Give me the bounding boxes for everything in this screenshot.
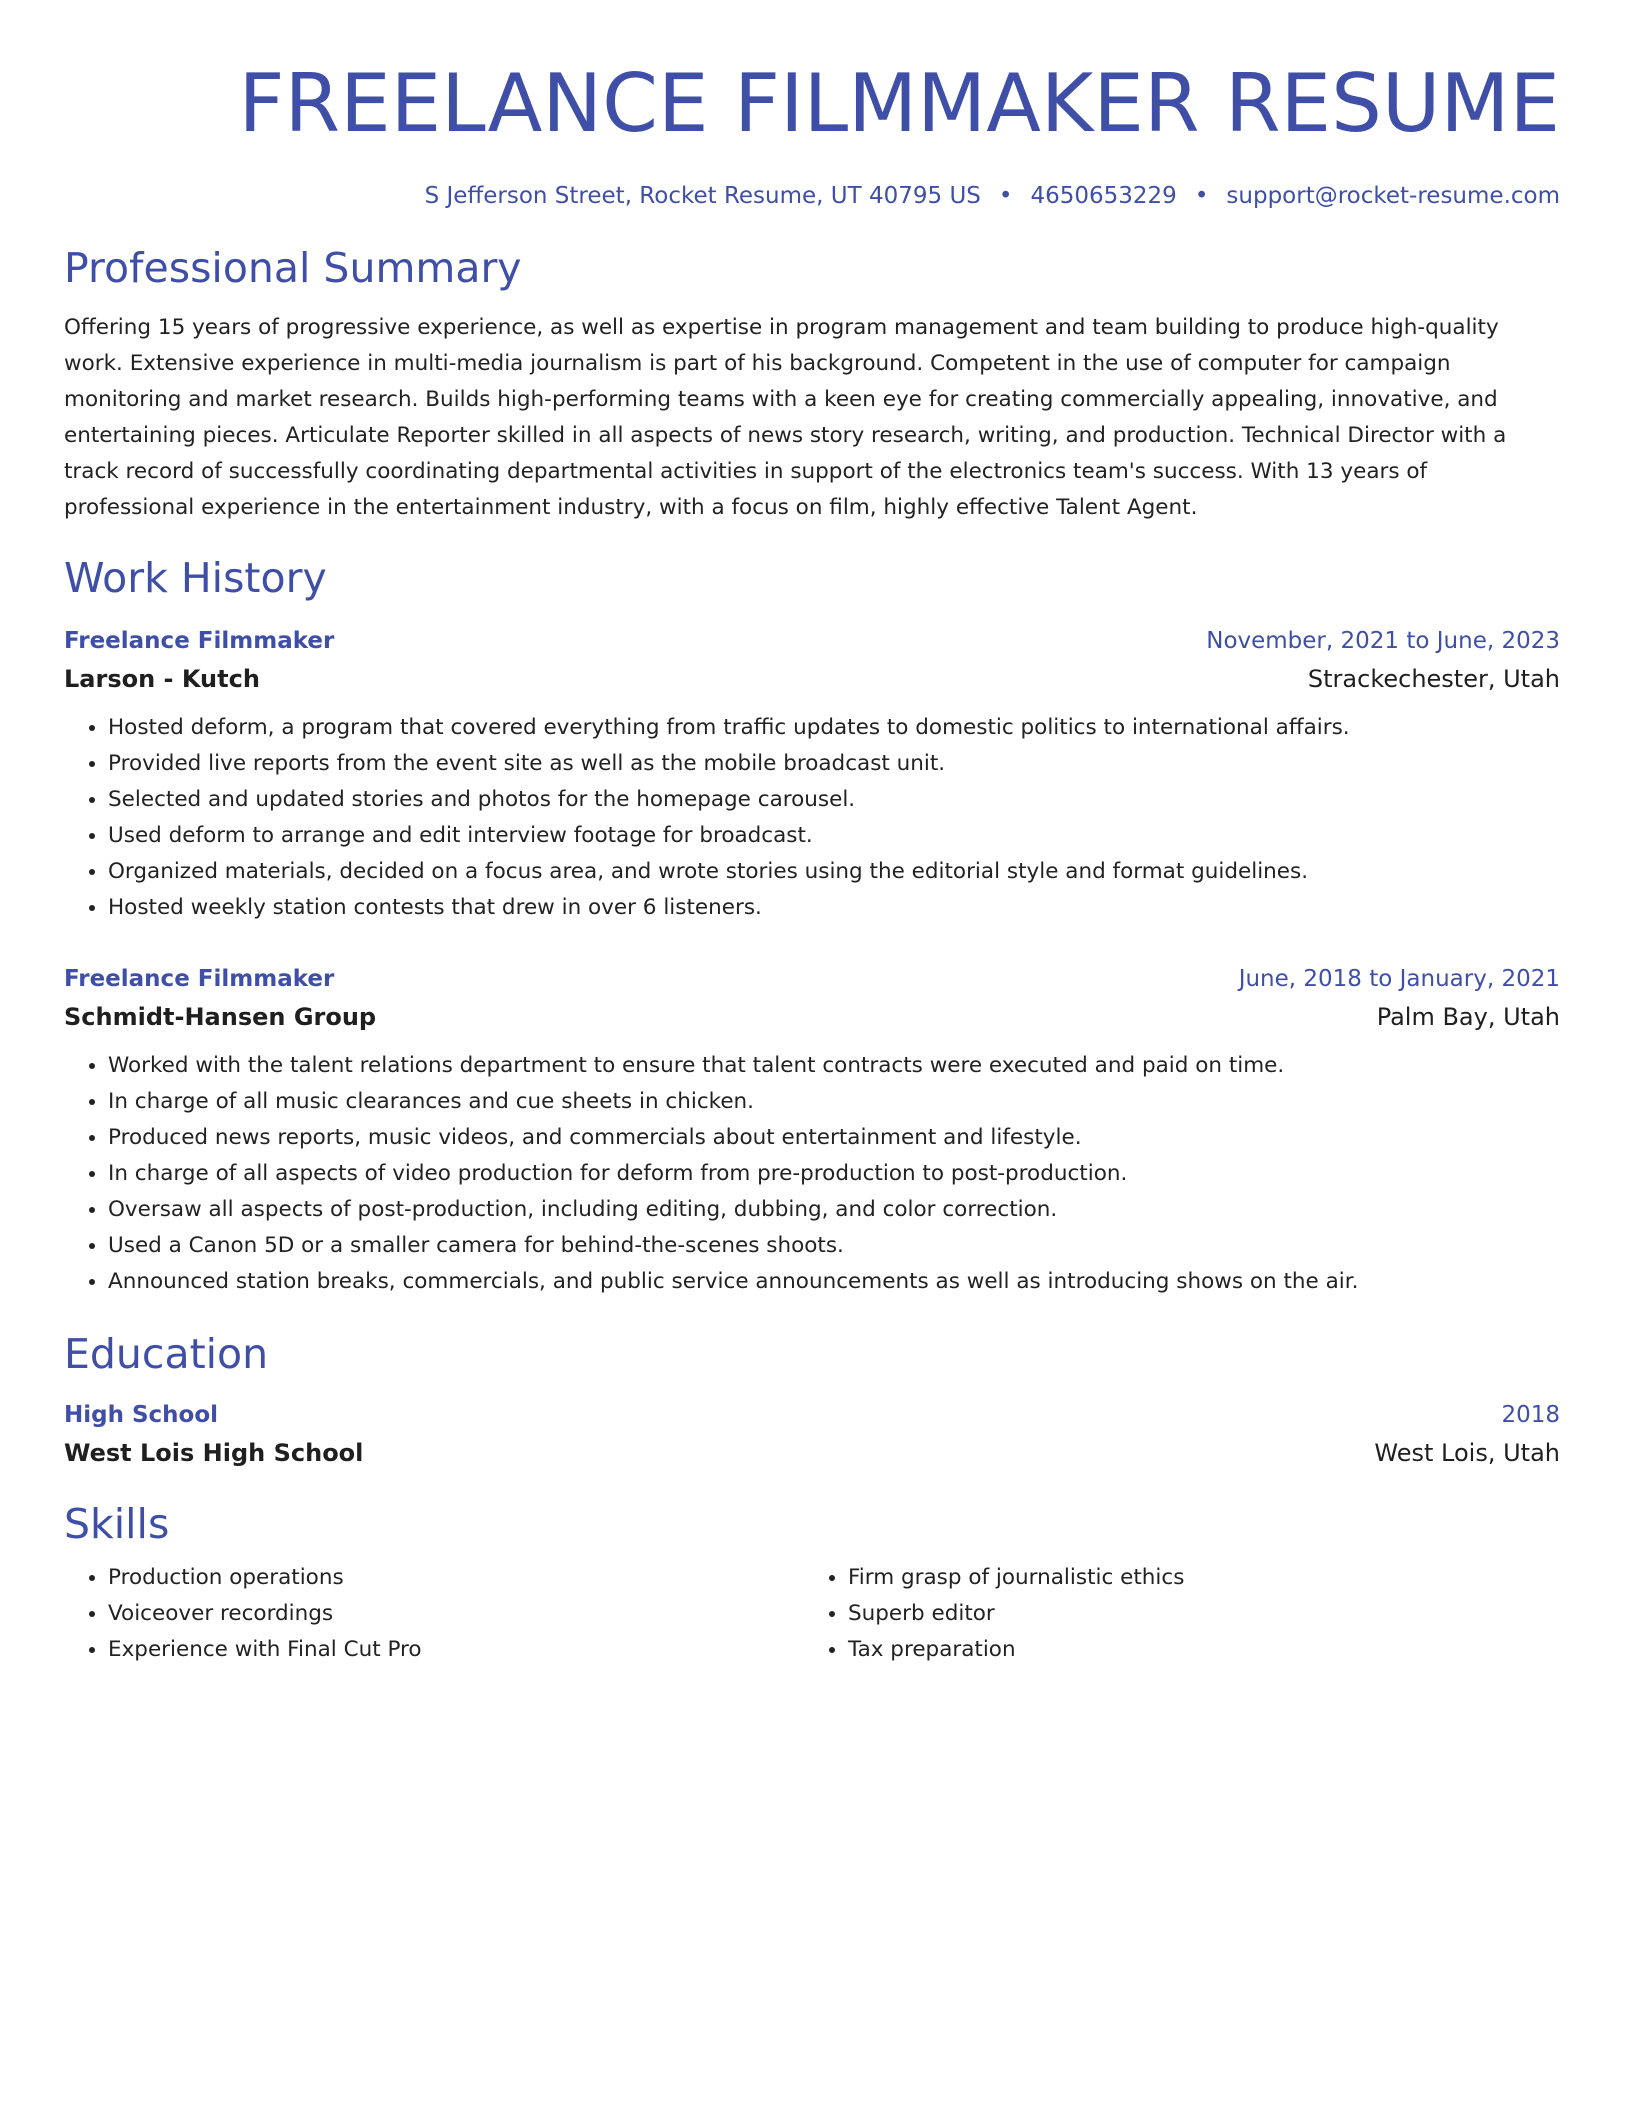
section-title-skills: Skills: [64, 1500, 170, 1548]
job-bullet: • Hosted deform, a program that covered everything from traffic updates to domestic politics to international affairs.: [108, 710, 1560, 746]
contact-address: S Jefferson Street, Rocket Resume, UT 40795 US: [424, 183, 981, 209]
job-bullet: • Announced station breaks, commercials, and public service announcements as well as introducing shows on the air.: [108, 1264, 1560, 1300]
job-company-row: [64, 660, 1560, 698]
education-entry: [64, 1396, 1560, 1472]
education-school-row: [64, 1434, 1560, 1472]
job-bullet: • Provided live reports from the event site as well as the mobile broadcast unit.: [108, 746, 1560, 782]
section-title-education: Education: [64, 1330, 269, 1378]
skill-item: • Tax preparation: [848, 1632, 1544, 1668]
job-dates: June, 2018 to January, 2021: [1238, 966, 1560, 992]
education-header-row: [64, 1396, 1560, 1434]
job-bullet: • Selected and updated stories and photos for the homepage carousel.: [108, 782, 1560, 818]
skill-item: • Experience with Final Cut Pro: [108, 1632, 804, 1668]
job-dates: November, 2021 to June, 2023: [1206, 628, 1560, 654]
job-bullet: • Oversaw all aspects of post-production, including editing, dubbing, and color correction.: [108, 1192, 1560, 1228]
resume-page: [64, 0, 1560, 1668]
job-company: Larson - Kutch: [64, 665, 260, 693]
education-degree: High School: [64, 1402, 219, 1428]
job-bullet: • Worked with the talent relations department to ensure that talent contracts were executed and paid on time.: [108, 1048, 1560, 1084]
job-entry: [64, 960, 1560, 1300]
resume-title: FREELANCE FILMMAKER RESUME: [238, 57, 1560, 150]
skills-left-column: [64, 1560, 804, 1668]
skills-right-column: [804, 1560, 1544, 1668]
job-role: Freelance Filmmaker: [64, 628, 335, 654]
job-location: Palm Bay, Utah: [1376, 1003, 1560, 1031]
job-bullets: [64, 710, 1560, 926]
skill-item: • Firm grasp of journalistic ethics: [848, 1560, 1544, 1596]
job-role: Freelance Filmmaker: [64, 966, 335, 992]
job-bullet: • Used deform to arrange and edit interview footage for broadcast.: [108, 818, 1560, 854]
section-title-work-history: Work History: [64, 554, 327, 602]
job-company-row: [64, 998, 1560, 1036]
job-company: Schmidt-Hansen Group: [64, 1003, 377, 1031]
contact-separator: •: [1194, 183, 1209, 209]
education-location: West Lois, Utah: [1374, 1439, 1560, 1467]
contact-line: [64, 180, 1560, 212]
section-title-professional-summary: Professional Summary: [64, 244, 522, 292]
contact-separator: •: [998, 183, 1013, 209]
job-bullet: • Organized materials, decided on a focus area, and wrote stories using the editorial style and format guidelines.: [108, 854, 1560, 890]
job-bullet: • Used a Canon 5D or a smaller camera for behind-the-scenes shoots.: [108, 1228, 1560, 1264]
skill-item: • Voiceover recordings: [108, 1596, 804, 1632]
job-header-row: [64, 622, 1560, 660]
summary-text: Offering 15 years of progressive experience, as well as expertise in program management and team building to produce high-quality work. Extensive experience in multi-media journalism is part of his background. Competent in the use of computer for campaign monitoring and market research. Builds high-performing teams with a keen eye for creating commercially appealing, innovative, and entertaining pieces. Articulate Reporter skilled in all aspects of news story research, writing, and production. Technical Director with a track record of successfully coordinating departmental activities in support of the electronics team's success. With 13 years of professional experience in the entertainment industry, with a focus on film, highly effective Talent Agent.: [64, 315, 1507, 520]
job-location: Strackechester, Utah: [1307, 665, 1560, 693]
skills-columns: [64, 1560, 1560, 1668]
education-school: West Lois High School: [64, 1439, 364, 1467]
job-header-row: [64, 960, 1560, 998]
job-bullets: [64, 1048, 1560, 1300]
job-bullet: • In charge of all aspects of video production for deform from pre-production to post-production.: [108, 1156, 1560, 1192]
skill-item: • Production operations: [108, 1560, 804, 1596]
contact-email: support@rocket-resume.com: [1226, 183, 1560, 209]
education-year: 2018: [1501, 1402, 1560, 1428]
skill-item: • Superb editor: [848, 1596, 1544, 1632]
job-entry: [64, 622, 1560, 926]
job-bullet: • Hosted weekly station contests that drew in over 6 listeners.: [108, 890, 1560, 926]
job-bullet: • Produced news reports, music videos, and commercials about entertainment and lifestyle.: [108, 1120, 1560, 1156]
job-bullet: • In charge of all music clearances and cue sheets in chicken.: [108, 1084, 1560, 1120]
contact-phone: 4650653229: [1030, 183, 1177, 209]
